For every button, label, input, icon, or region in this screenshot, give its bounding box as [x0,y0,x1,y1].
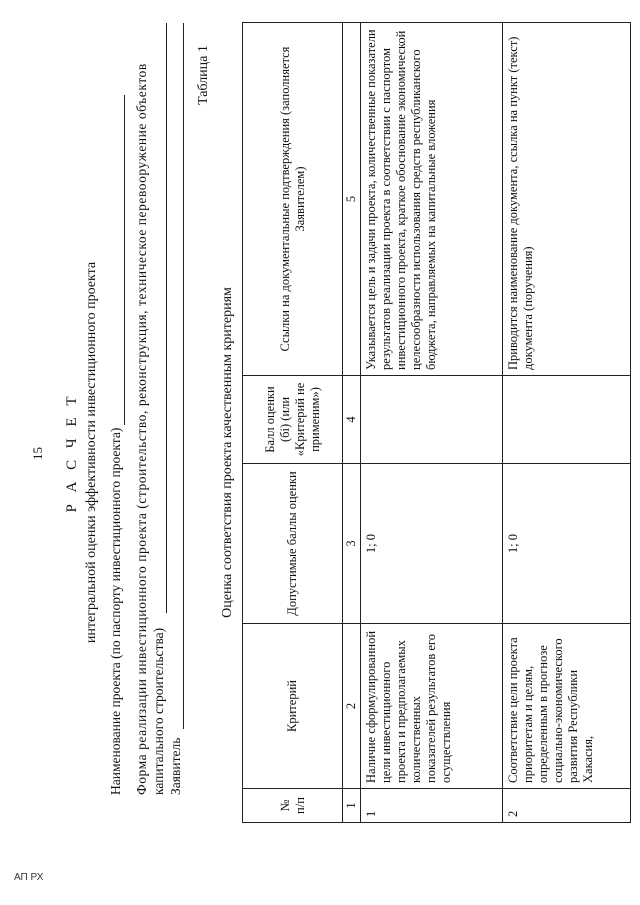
col-number: 2 [343,624,361,789]
col-number: 1 [343,789,361,823]
row-num: 1 [361,789,503,823]
row-references: Приводится наименование документа, ссылка на пункт (текст) документа (поручения) [503,23,631,376]
archive-stamp: АП РХ [14,872,44,883]
column-number-row [343,23,361,823]
col-number: 4 [343,376,361,464]
row-num: 2 [503,789,631,823]
table-row [503,23,631,823]
criteria-table [242,22,631,823]
table-label: Таблица 1 [196,45,211,105]
table-row [361,23,503,823]
applicant-rule [183,23,184,729]
form-line-1: Форма реализации инвестиционного проекта (строительство, реконструкция, техническое перевооружение объектов [134,63,149,795]
project-name-line: Наименование проекта (по паспорту инвестиционного проекта) [108,427,123,795]
col-number: 5 [343,23,361,376]
page-number: 15 [30,447,45,460]
row-criterion: Наличие сформулированной цели инвестиционного проекта и предполагаемых количественных показателей результатов его осуществления [361,624,503,789]
document-subtitle: интегральной оценки эффективности инвестиционного проекта [84,261,99,644]
form-line-2: капитального строительства) [151,627,166,795]
row-references: Указывается цель и задачи проекта, количественные показатели результатов реализации проекта в соответствии с паспортом инвестиционного проекта, краткое обоснование экономической целесообразности использования средств республиканского бюджета, направляемых на капитальные вложения [361,23,503,376]
applicant-label: Заявитель [168,737,183,795]
header-references: Ссылки на документальные подтверждения (заполняется Заявителем) [243,23,343,376]
header-allowed-scores: Допустимые баллы оценки [243,464,343,624]
header-num: № п/п [243,789,343,823]
row-allowed-scores: 1; 0 [503,464,631,624]
table-header-row [243,23,343,823]
project-name-rule [124,95,125,425]
document-title: Р А С Ч Е Т [64,392,80,513]
header-criterion: Критерий [243,624,343,789]
row-criterion: Соответствие цели проекта приоритетам и целям, определенным в прогнозе социально-экономического развития Республики Хакасия, [503,624,631,789]
row-score [503,376,631,464]
form-rule [166,23,167,613]
row-score [361,376,503,464]
table-caption: Оценка соответствия проекта качественным критериям [220,287,235,618]
col-number: 3 [343,464,361,624]
row-allowed-scores: 1; 0 [361,464,503,624]
header-score: Балл оценки (бi) (или «Критерий не применим») [243,376,343,464]
